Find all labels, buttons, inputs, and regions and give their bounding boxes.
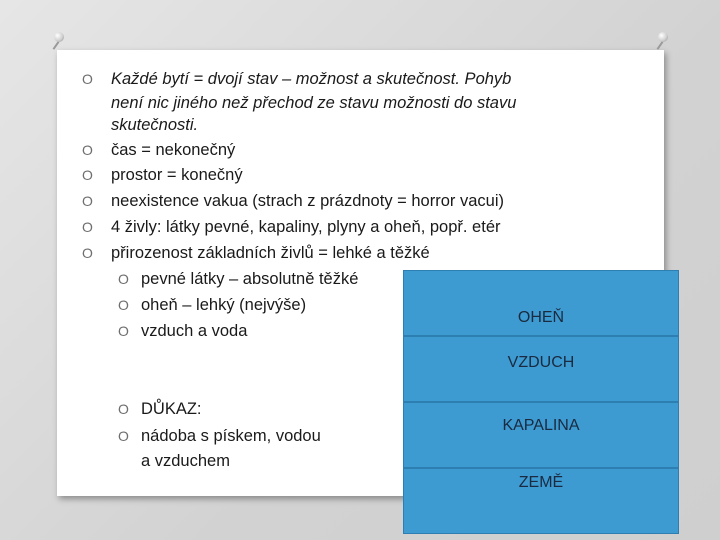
sub-bullet-marker: O: [118, 323, 129, 339]
bullet-text: čas = nekonečný: [111, 141, 236, 159]
sub-bullet-marker: O: [118, 428, 129, 444]
bullet-text: skutečnosti.: [111, 116, 199, 134]
sub-bullet-text: vzduch a voda: [141, 322, 248, 340]
pushpin-icon: [656, 30, 670, 44]
bullet-marker: O: [82, 167, 93, 183]
proof-text-continuation: a vzduchem: [141, 452, 230, 470]
layer-label-fire: OHEŇ: [517, 309, 565, 326]
pushpin-icon: [52, 30, 66, 44]
layer-label-earth: ZEMĚ: [518, 474, 564, 491]
bullet-marker: O: [82, 71, 93, 87]
bullet-text: neexistence vakua (strach z prázdnoty = horror vacui): [111, 192, 504, 210]
bullet-marker: O: [82, 193, 93, 209]
sub-bullet-marker: O: [118, 297, 129, 313]
sub-bullet-marker: O: [118, 271, 129, 287]
layer-label-liquid: KAPALINA: [502, 417, 580, 434]
proof-text: nádoba s pískem, vodou: [141, 427, 321, 445]
sub-bullet-text: pevné látky – absolutně těžké: [141, 270, 359, 288]
bullet-marker: O: [82, 245, 93, 261]
bullet-text: 4 živly: látky pevné, kapaliny, plyny a oheň, popř. etér: [111, 218, 501, 236]
bullet-text: není nic jiného než přechod ze stavu možnosti do stavu: [111, 94, 517, 112]
bullet-text: prostor = konečný: [111, 166, 243, 184]
sub-bullet-marker: O: [118, 401, 129, 417]
bullet-text: Každé bytí = dvojí stav – možnost a skutečnost. Pohyb: [111, 70, 512, 88]
layer-label-air: VZDUCH: [507, 354, 575, 371]
bullet-text: přirozenost základních živlů = lehké a těžké: [111, 244, 430, 262]
proof-heading: DŮKAZ:: [141, 400, 202, 418]
sub-bullet-text: oheň – lehký (nejvýše): [141, 296, 307, 314]
bullet-marker: O: [82, 219, 93, 235]
bullet-marker: O: [82, 142, 93, 158]
layer-liquid: [403, 402, 679, 468]
